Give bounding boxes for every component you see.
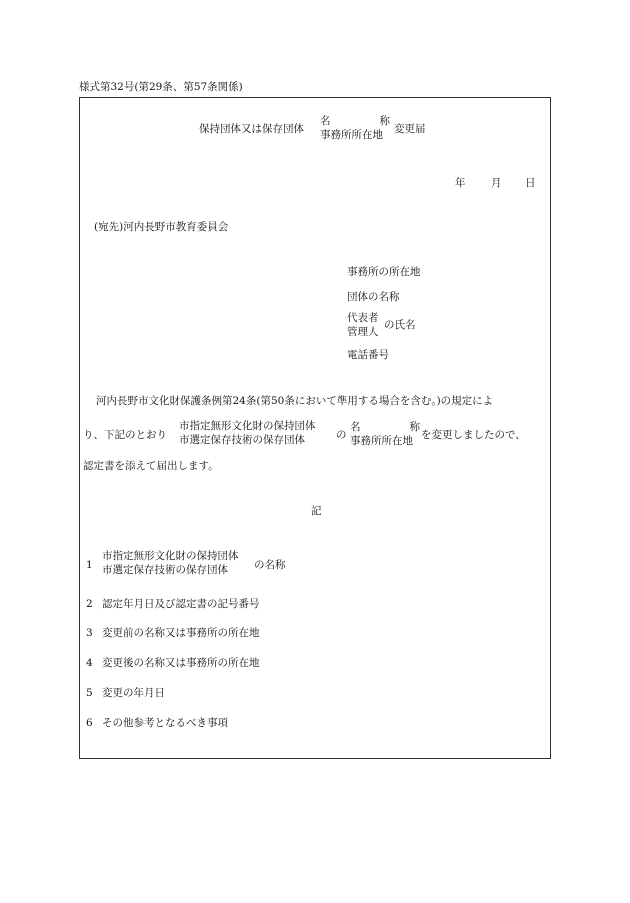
body-particle: の (336, 429, 347, 441)
item-1-bottom: 市選定保存技術の保存団体 (102, 564, 228, 576)
item-number: 2 (86, 598, 93, 610)
body-group-top: 市指定無形文化財の保持団体 (179, 420, 316, 432)
item-1-top: 市指定無形文化財の保持団体 (102, 550, 239, 562)
item-text: その他参考となるべき事項 (102, 717, 228, 729)
body-line2-start: り、下記のとおり (83, 429, 167, 441)
addressee: (宛先)河内長野市教育委員会 (94, 221, 229, 233)
item-text: 変更の年月日 (102, 687, 165, 699)
body-group-stack (179, 419, 316, 447)
body-name-stack (350, 419, 420, 447)
title-name-stack (320, 113, 390, 141)
applicant-phone: 電話番号 (347, 349, 389, 361)
title-suffix: 変更届 (394, 123, 426, 135)
title-name-a: 名 (320, 115, 331, 127)
item-1-suffix: の名称 (254, 559, 286, 571)
rep-top: 代表者 (347, 312, 379, 324)
item-number: 1 (86, 559, 93, 571)
form-number: 様式第32号(第29条、第57条関係) (79, 81, 243, 93)
title-name-b: 称 (379, 115, 390, 127)
title-name-c: 事務所所在地 (320, 129, 383, 141)
body-name-a: 名 (350, 421, 361, 433)
title-prefix: 保持団体又は保存団体 (199, 123, 304, 135)
item-number: 4 (86, 657, 93, 669)
body-name-b: 称 (409, 421, 420, 433)
item-text: 変更前の名称又は事務所の所在地 (102, 627, 260, 639)
applicant-office: 事務所の所在地 (347, 266, 421, 278)
item-number: 3 (86, 627, 93, 639)
applicant-group-name: 団体の名称 (347, 291, 400, 303)
body-name-c: 事務所所在地 (350, 435, 413, 447)
ki-heading: 記 (311, 505, 322, 517)
body-group-bottom: 市選定保存技術の保存団体 (179, 434, 305, 446)
item-number: 6 (86, 717, 93, 729)
body-line2-end: を変更しましたので、 (421, 429, 526, 441)
rep-bottom: 管理人 (347, 326, 379, 338)
body-line3: 認定書を添えて届出します。 (83, 460, 219, 472)
applicant-rep-suffix: の氏名 (384, 319, 416, 331)
item-number: 5 (86, 687, 93, 699)
item-text: 変更後の名称又は事務所の所在地 (102, 657, 260, 669)
date-day: 日 (525, 177, 536, 189)
date-year: 年 (455, 177, 466, 189)
item-text: 認定年月日及び認定書の記号番号 (102, 598, 260, 610)
body-line1: 河内長野市文化財保護条例第24条(第50条において準用する場合を含む。)の規定によ (96, 395, 494, 407)
item-1-stack (102, 549, 239, 577)
date-month: 月 (491, 177, 502, 189)
applicant-rep-stack (347, 311, 379, 339)
